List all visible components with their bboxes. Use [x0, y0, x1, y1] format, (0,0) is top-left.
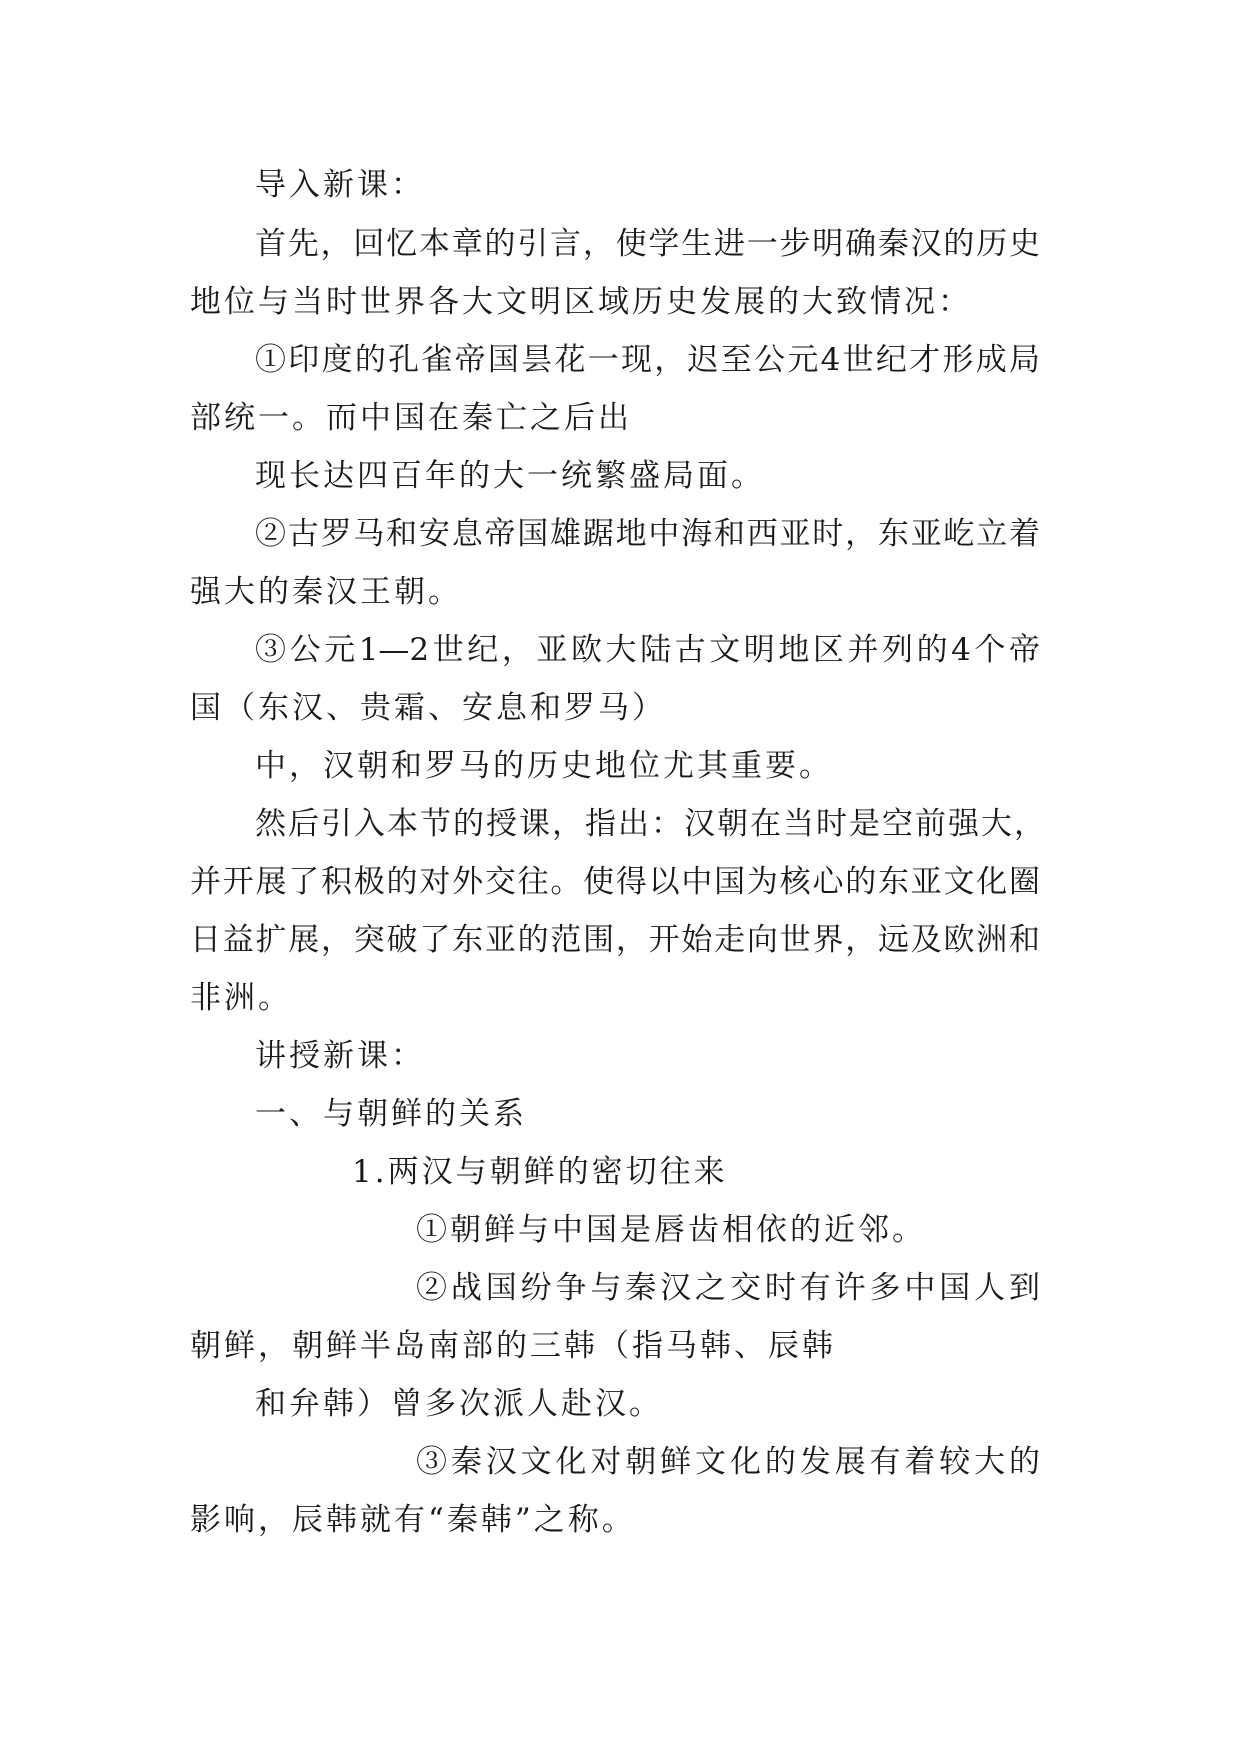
paragraph-line: 并开展了积极的对外交往。使得以中国为核心的东亚文化圈	[190, 864, 1040, 900]
list-item: ①朝鲜与中国是唇齿相依的近邻。	[416, 1212, 926, 1248]
numbered-heading: 1.两汉与朝鲜的密切往来	[352, 1154, 728, 1190]
paragraph-line: 非洲。	[190, 980, 292, 1016]
paragraph-line: 然后引入本节的授课，指出：汉朝在当时是空前强大，	[255, 806, 1045, 842]
subsection-heading: 一、与朝鲜的关系	[255, 1096, 527, 1132]
paragraph-line: ②古罗马和安息帝国雄踞地中海和西亚时，东亚屹立着	[255, 516, 1040, 552]
paragraph-line: 部统一。而中国在秦亡之后出	[190, 400, 632, 436]
paragraph-line: 首先，回忆本章的引言，使学生进一步明确秦汉的历史	[255, 226, 1040, 262]
section-heading-intro: 导入新课：	[255, 167, 425, 203]
paragraph-line: 和弁韩）曾多次派人赴汉。	[255, 1386, 663, 1422]
paragraph-line: 日益扩展，突破了东亚的范围，开始走向世界，远及欧洲和	[190, 922, 1040, 958]
paragraph-line: 中，汉朝和罗马的历史地位尤其重要。	[255, 748, 833, 784]
paragraph-line: ①印度的孔雀帝国昙花一现，迟至公元4世纪才形成局	[255, 342, 1040, 378]
paragraph-line: 现长达四百年的大一统繁盛局面。	[255, 458, 765, 494]
paragraph-line: 强大的秦汉王朝。	[190, 574, 462, 610]
paragraph-line: 影响，辰韩就有“秦韩”之称。	[190, 1502, 636, 1538]
section-heading-lecture: 讲授新课：	[255, 1038, 425, 1074]
paragraph-line: ③公元1—2世纪，亚欧大陆古文明地区并列的4个帝	[255, 632, 1040, 668]
paragraph-line: 地位与当时世界各大文明区域历史发展的大致情况：	[190, 284, 972, 320]
paragraph-line: 朝鲜，朝鲜半岛南部的三韩（指马韩、辰韩	[190, 1328, 836, 1364]
list-item: ③秦汉文化对朝鲜文化的发展有着较大的	[416, 1444, 1040, 1480]
list-item: ②战国纷争与秦汉之交时有许多中国人到	[416, 1270, 1040, 1306]
paragraph-line: 国（东汉、贵霜、安息和罗马）	[190, 690, 666, 726]
